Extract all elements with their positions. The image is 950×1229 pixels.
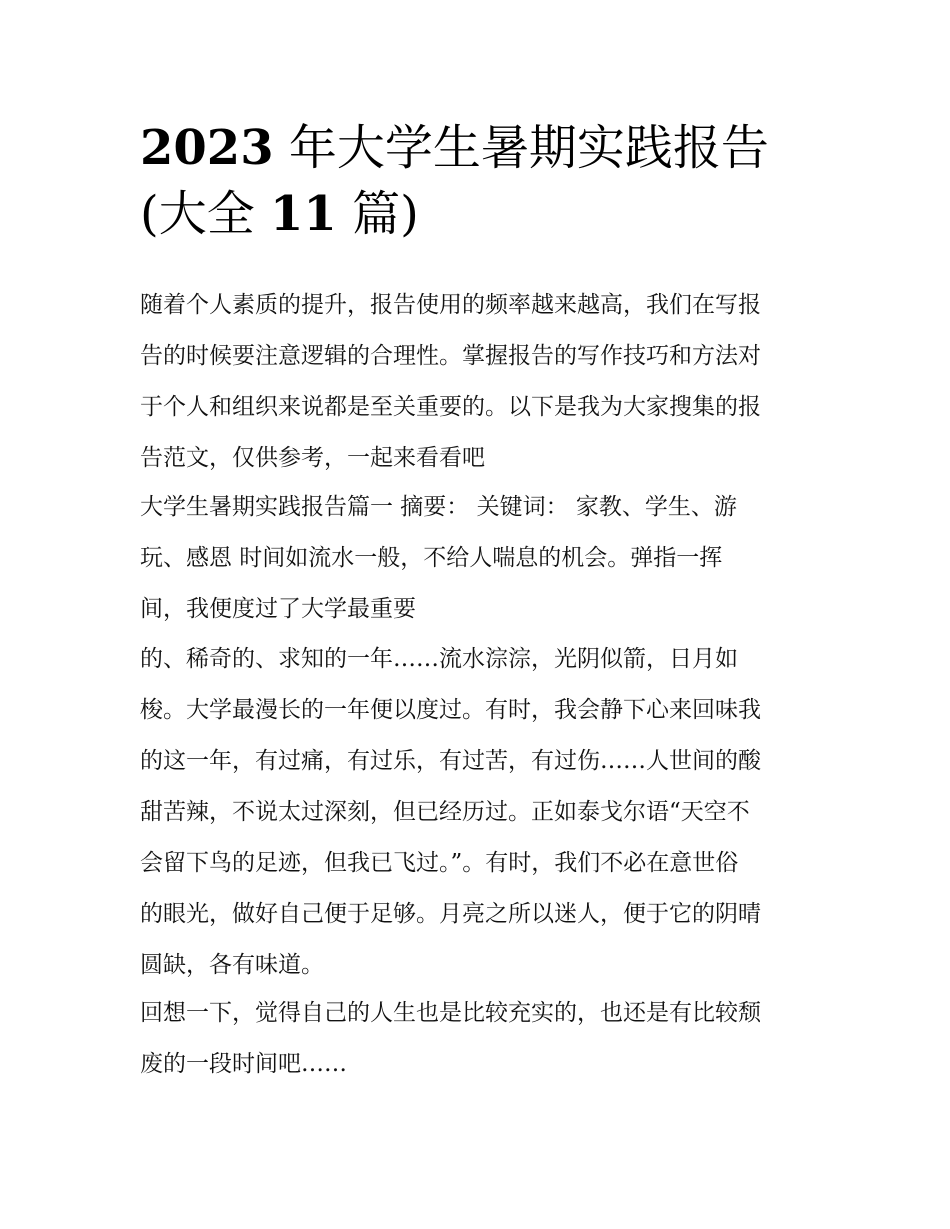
title-year: 2023 xyxy=(140,120,274,176)
title-count: 11 xyxy=(270,186,337,242)
text-line: 大学生暑期实践报告篇一 摘要： 关键词： 家教、学生、游 xyxy=(140,494,737,520)
document-title xyxy=(140,115,820,247)
text-line: 的、稀奇的、求知的一年……流水淙淙，光阴似箭，日月如 xyxy=(140,646,738,672)
body-paragraph-2 xyxy=(140,634,830,991)
intro-paragraph xyxy=(140,280,830,484)
title-pre: (大全 xyxy=(140,186,255,242)
text-line: 告的时候要注意逻辑的合理性。掌握报告的写作技巧和方法对 xyxy=(140,343,761,369)
text-line: 随着个人素质的提升，报告使用的频率越来越高，我们在写报 xyxy=(140,292,761,318)
text-line: 会留下鸟的足迹，但我已飞过。”。有时，我们不必在意世俗 xyxy=(140,850,739,876)
text-line: 于个人和组织来说都是至关重要的。以下是我为大家搜集的报 xyxy=(140,394,761,420)
text-line: 回想一下，觉得自己的人生也是比较充实的，也还是有比较颓 xyxy=(140,1000,761,1026)
title-line-1 xyxy=(140,115,820,181)
title-line-2 xyxy=(140,181,820,247)
title-post: 篇) xyxy=(352,186,419,242)
text-line: 废的一段时间吧…… xyxy=(140,1051,347,1077)
text-line: 的眼光，做好自己便于足够。月亮之所以迷人，便于它的阴晴 xyxy=(140,901,761,927)
text-line: 的这一年，有过痛，有过乐，有过苦，有过伤……人世间的酸 xyxy=(140,748,761,774)
text-line: 玩、感恩 时间如流水一般，不给人喘息的机会。弹指一挥 xyxy=(140,545,723,571)
title-text: 年大学生暑期实践报告 xyxy=(288,120,769,176)
text-line: 梭。大学最漫长的一年便以度过。有时，我会静下心来回味我 xyxy=(140,697,761,723)
text-line: 甜苦辣，不说太过深刻，但已经历过。正如泰戈尔语“天空不 xyxy=(140,799,750,825)
text-line: 圆缺，各有味道。 xyxy=(140,952,324,978)
text-line: 间，我便度过了大学最重要 xyxy=(140,596,416,622)
text-line: 告范文，仅供参考，一起来看看吧 xyxy=(140,445,485,471)
section-one-paragraph xyxy=(140,482,830,635)
body-paragraph-3 xyxy=(140,988,830,1090)
